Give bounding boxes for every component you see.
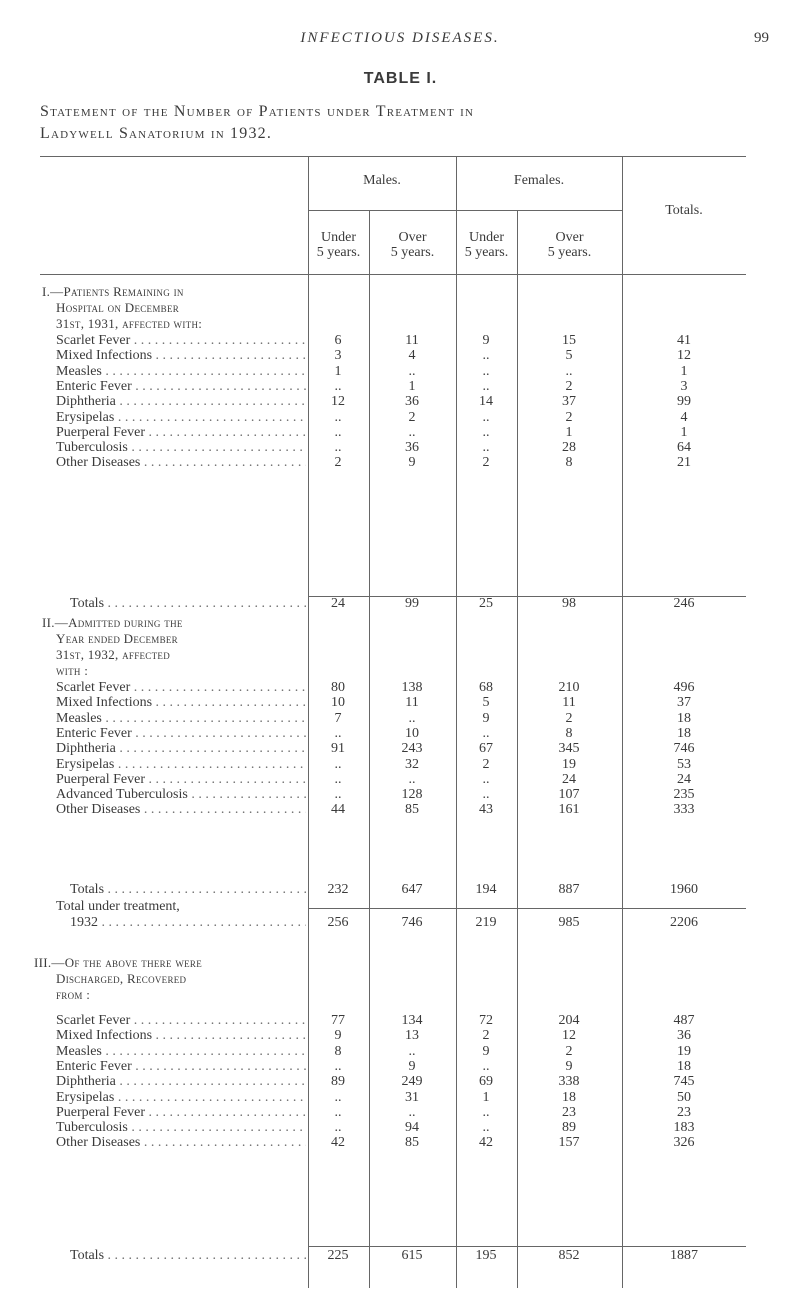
table-cell: 2 bbox=[334, 455, 342, 471]
table-cell: 9 bbox=[408, 455, 416, 471]
grand-total-cell: 985 bbox=[558, 915, 580, 930]
totals-cell: 615 bbox=[401, 1248, 423, 1263]
table-cell: .. bbox=[482, 440, 490, 456]
section-heading-line: Hospital on December bbox=[56, 300, 180, 315]
row-label: Enteric Fever . . . bbox=[42, 726, 306, 742]
row-label: Diphtheria . . . bbox=[42, 741, 306, 757]
row-label: Erysipelas . . . bbox=[42, 410, 306, 426]
table-cell: 2 bbox=[482, 455, 490, 471]
table-cell: 161 bbox=[558, 802, 580, 818]
table-cell: 89 bbox=[562, 1120, 576, 1136]
row-label: Measles . . . bbox=[42, 711, 306, 727]
table-cell: 9 bbox=[565, 1058, 573, 1074]
table-cell: 1 bbox=[408, 378, 416, 394]
sub-header-rule bbox=[308, 210, 622, 211]
table-cell: 89 bbox=[331, 1074, 345, 1090]
table-cell: 42 bbox=[479, 1135, 493, 1151]
table-cell: .. bbox=[408, 771, 416, 787]
table-cell: .. bbox=[408, 710, 416, 726]
totals-label: Totals . . . bbox=[42, 882, 306, 898]
section-heading-line: I.—Patients Remaining in bbox=[42, 284, 184, 299]
section-2-heading bbox=[42, 615, 183, 679]
table-cell: 99 bbox=[677, 394, 691, 410]
table-cell: .. bbox=[408, 424, 416, 440]
table-cell: 9 bbox=[482, 333, 490, 348]
table-cell: 1 bbox=[482, 1089, 490, 1105]
table-cell: 333 bbox=[673, 802, 695, 818]
table-cell: .. bbox=[408, 1043, 416, 1059]
grand-total-cell: 219 bbox=[475, 915, 497, 930]
section-heading-line: 31st, 1931, affected with: bbox=[56, 316, 203, 331]
table-cell: .. bbox=[482, 725, 490, 741]
table-cell: 18 bbox=[677, 1058, 691, 1074]
table-cell: 9 bbox=[334, 1028, 342, 1044]
table-cell: .. bbox=[482, 378, 490, 394]
table-cell: 210 bbox=[558, 680, 580, 695]
table-cell: 5 bbox=[482, 695, 490, 711]
table-cell: 41 bbox=[677, 333, 691, 348]
header-females: Females. bbox=[513, 173, 565, 188]
section-heading-line: Year ended December bbox=[56, 631, 178, 646]
totals-cell: 246 bbox=[673, 596, 695, 611]
table-cell: 3 bbox=[334, 348, 342, 364]
table-cell: .. bbox=[482, 787, 490, 803]
row-label: Tuberculosis . . . bbox=[42, 440, 306, 456]
row-label: Mixed Infections . . . bbox=[42, 695, 306, 711]
table-cell: 85 bbox=[405, 1135, 419, 1151]
table-cell: 12 bbox=[677, 348, 691, 364]
table-cell: 72 bbox=[479, 1013, 493, 1028]
column-divider-females bbox=[517, 210, 518, 1288]
table-cell: 91 bbox=[331, 741, 345, 757]
row-label: Mixed Infections . . . bbox=[42, 1028, 306, 1044]
table-cell: .. bbox=[334, 424, 342, 440]
table-cell: 19 bbox=[677, 1043, 691, 1059]
header-label: Over bbox=[398, 230, 427, 245]
table-cell: 1 bbox=[565, 424, 573, 440]
table-cell: 28 bbox=[562, 440, 576, 456]
table-cell: .. bbox=[334, 1058, 342, 1074]
row-label: Scarlet Fever . . . bbox=[42, 1013, 306, 1029]
table-cell: 37 bbox=[677, 695, 691, 711]
table-cell: 2 bbox=[482, 1028, 490, 1044]
table-cell: 14 bbox=[479, 394, 493, 410]
table-cell: 43 bbox=[479, 802, 493, 818]
table-cell: 2 bbox=[482, 756, 490, 772]
table-cell: 4 bbox=[680, 409, 688, 425]
table-cell: 134 bbox=[401, 1013, 423, 1028]
row-label: Other Diseases . . . bbox=[42, 455, 306, 471]
table-cell: 249 bbox=[401, 1074, 423, 1090]
table-cell: 12 bbox=[331, 394, 345, 410]
table-cell: 8 bbox=[565, 455, 573, 471]
table-cell: 12 bbox=[562, 1028, 576, 1044]
row-label: Other Diseases . . . bbox=[42, 1135, 306, 1151]
table-cell: .. bbox=[334, 409, 342, 425]
grand-total-cell: 2206 bbox=[670, 915, 698, 930]
table-cell: 183 bbox=[673, 1120, 695, 1136]
totals-rule-2 bbox=[308, 908, 746, 909]
grand-total-cell: 746 bbox=[401, 915, 423, 930]
totals-cell: 1887 bbox=[670, 1248, 698, 1263]
table-cell: 7 bbox=[334, 710, 342, 726]
table-cell: .. bbox=[334, 756, 342, 772]
row-label: Measles . . . bbox=[42, 364, 306, 380]
table-caption-line-2: Ladywell Sanatorium in 1932. bbox=[40, 125, 273, 142]
table-cell: 746 bbox=[673, 741, 695, 757]
table-cell: .. bbox=[408, 1104, 416, 1120]
table-cell: 1 bbox=[680, 363, 688, 379]
table-cell: 10 bbox=[331, 695, 345, 711]
row-label: Enteric Fever . . . bbox=[42, 1059, 306, 1075]
header-bottom-rule bbox=[40, 274, 746, 275]
table-cell: 77 bbox=[331, 1013, 345, 1028]
row-label: Erysipelas . . . bbox=[42, 757, 306, 773]
section-heading-line: II.—Admitted during the bbox=[42, 615, 183, 630]
table-cell: 338 bbox=[558, 1074, 580, 1090]
table-cell: 8 bbox=[565, 725, 573, 741]
table-cell: 69 bbox=[479, 1074, 493, 1090]
header-males-under5 bbox=[308, 230, 369, 260]
table-cell: 2 bbox=[408, 409, 416, 425]
grand-total-cell: 256 bbox=[327, 915, 349, 930]
section-heading-line: with : bbox=[56, 663, 89, 678]
table-cell: 18 bbox=[677, 710, 691, 726]
table-cell: 487 bbox=[673, 1013, 695, 1028]
table-cell: 4 bbox=[408, 348, 416, 364]
totals-cell: 225 bbox=[327, 1248, 349, 1263]
row-label: Puerperal Fever . . . bbox=[42, 425, 306, 441]
totals-cell: 647 bbox=[401, 882, 423, 897]
table-cell: .. bbox=[482, 409, 490, 425]
table-cell: 21 bbox=[677, 455, 691, 471]
section-heading-line: III.—Of the above there were bbox=[34, 955, 203, 970]
row-label: Enteric Fever . . . bbox=[42, 379, 306, 395]
section-heading-line: from : bbox=[56, 987, 91, 1002]
totals-cell: 1960 bbox=[670, 882, 698, 897]
row-label: Scarlet Fever . . . bbox=[42, 333, 306, 349]
totals-cell: 232 bbox=[327, 882, 349, 897]
table-cell: 2 bbox=[565, 1043, 573, 1059]
table-cell: 9 bbox=[482, 1043, 490, 1059]
table-cell: .. bbox=[334, 1104, 342, 1120]
table-cell: .. bbox=[334, 1120, 342, 1136]
section-3-heading bbox=[34, 955, 202, 1003]
totals-rule-3 bbox=[308, 1246, 746, 1247]
table-cell: 11 bbox=[562, 695, 576, 711]
table-cell: .. bbox=[334, 1089, 342, 1105]
grand-total-label-line-2: 1932 . . . bbox=[42, 915, 306, 931]
table-cell: 496 bbox=[673, 680, 695, 695]
table-cell: 80 bbox=[331, 680, 345, 695]
table-cell: 32 bbox=[405, 756, 419, 772]
row-label: Measles . . . bbox=[42, 1044, 306, 1060]
table-cell: 2 bbox=[565, 378, 573, 394]
row-label: Puerperal Fever . . . bbox=[42, 772, 306, 788]
table-cell: .. bbox=[482, 1120, 490, 1136]
table-cell: 6 bbox=[334, 333, 342, 348]
header-label: Under bbox=[469, 230, 504, 245]
table-cell: 3 bbox=[680, 378, 688, 394]
table-cell: .. bbox=[334, 771, 342, 787]
table-cell: .. bbox=[334, 440, 342, 456]
table-cell: 11 bbox=[405, 333, 419, 348]
table-cell: 8 bbox=[334, 1043, 342, 1059]
table-cell: 1 bbox=[680, 424, 688, 440]
section-heading-line: Discharged, Recovered bbox=[56, 971, 187, 986]
table-cell: 204 bbox=[558, 1013, 580, 1028]
totals-cell: 24 bbox=[331, 596, 345, 611]
table-cell: 64 bbox=[677, 440, 691, 456]
table-cell: 9 bbox=[408, 1058, 416, 1074]
table-cell: 235 bbox=[673, 787, 695, 803]
totals-cell: 99 bbox=[405, 596, 419, 611]
table-cell: 36 bbox=[405, 440, 419, 456]
table-cell: .. bbox=[482, 1058, 490, 1074]
table-cell: 24 bbox=[562, 771, 576, 787]
header-males: Males. bbox=[363, 173, 401, 188]
table-cell: 31 bbox=[405, 1089, 419, 1105]
table-cell: 85 bbox=[405, 802, 419, 818]
section-heading-line: 31st, 1932, affected bbox=[56, 647, 171, 662]
table-cell: .. bbox=[482, 1104, 490, 1120]
table-cell: 19 bbox=[562, 756, 576, 772]
table-cell: 9 bbox=[482, 710, 490, 726]
table-cell: 157 bbox=[558, 1135, 580, 1151]
totals-cell: 98 bbox=[562, 596, 576, 611]
table-cell: .. bbox=[334, 725, 342, 741]
totals-label: Totals . . . bbox=[42, 596, 306, 612]
row-label: Puerperal Fever . . . bbox=[42, 1105, 306, 1121]
row-label: Diphtheria . . . bbox=[42, 1074, 306, 1090]
table-cell: 11 bbox=[405, 695, 419, 711]
table-cell: 68 bbox=[479, 680, 493, 695]
header-label: 5 years. bbox=[316, 245, 361, 260]
table-cell: .. bbox=[482, 348, 490, 364]
row-label: Erysipelas . . . bbox=[42, 1090, 306, 1106]
page-number: 99 bbox=[754, 30, 769, 46]
table-cell: 94 bbox=[405, 1120, 419, 1136]
table-cell: 67 bbox=[479, 741, 493, 757]
table-cell: 13 bbox=[405, 1028, 419, 1044]
table-cell: 53 bbox=[677, 756, 691, 772]
table-cell: 36 bbox=[677, 1028, 691, 1044]
row-label: Advanced Tuberculosis . . . bbox=[42, 787, 306, 803]
table-cell: 44 bbox=[331, 802, 345, 818]
table-cell: 23 bbox=[677, 1104, 691, 1120]
section-1-heading bbox=[42, 284, 202, 332]
table-cell: 24 bbox=[677, 771, 691, 787]
totals-cell: 887 bbox=[558, 882, 580, 897]
table-caption-line-1: Statement of the Number of Patients under Treatment in bbox=[40, 103, 475, 120]
row-label: Scarlet Fever . . . bbox=[42, 680, 306, 696]
table-cell: 107 bbox=[558, 787, 580, 803]
header-label: 5 years. bbox=[547, 245, 592, 260]
table-cell: 5 bbox=[565, 348, 573, 364]
table-cell: .. bbox=[408, 363, 416, 379]
table-cell: 18 bbox=[562, 1089, 576, 1105]
table-cell: 243 bbox=[401, 741, 423, 757]
table-title: TABLE I. bbox=[363, 70, 438, 87]
table-cell: 10 bbox=[405, 725, 419, 741]
header-label: Over bbox=[555, 230, 584, 245]
totals-label: Totals . . . bbox=[42, 1248, 306, 1264]
totals-cell: 195 bbox=[475, 1248, 497, 1263]
header-label: Under bbox=[321, 230, 356, 245]
table-cell: .. bbox=[334, 787, 342, 803]
table-cell: 15 bbox=[562, 333, 576, 348]
grand-total-label-line-1: Total under treatment, bbox=[56, 899, 180, 914]
header-totals: Totals. bbox=[665, 203, 703, 218]
row-label: Diphtheria . . . bbox=[42, 394, 306, 410]
table-cell: 2 bbox=[565, 710, 573, 726]
header-females-over5 bbox=[517, 230, 622, 260]
table-cell: .. bbox=[482, 771, 490, 787]
totals-cell: 25 bbox=[479, 596, 493, 611]
column-divider-males bbox=[369, 210, 370, 1288]
column-divider-totals bbox=[622, 156, 623, 1288]
table-cell: 37 bbox=[562, 394, 576, 410]
table-cell: .. bbox=[482, 363, 490, 379]
table-cell: 345 bbox=[558, 741, 580, 757]
table-cell: .. bbox=[565, 363, 573, 379]
top-rule bbox=[40, 156, 746, 157]
table-cell: 18 bbox=[677, 725, 691, 741]
running-header-title: INFECTIOUS DISEASES. bbox=[300, 30, 500, 46]
header-label: 5 years. bbox=[390, 245, 435, 260]
table-cell: 128 bbox=[401, 787, 423, 803]
row-label: Tuberculosis . . . bbox=[42, 1120, 306, 1136]
table-cell: 326 bbox=[673, 1135, 695, 1151]
table-cell: 36 bbox=[405, 394, 419, 410]
table-cell: .. bbox=[334, 378, 342, 394]
totals-cell: 194 bbox=[475, 882, 497, 897]
table-cell: 23 bbox=[562, 1104, 576, 1120]
table-cell: 42 bbox=[331, 1135, 345, 1151]
header-label: 5 years. bbox=[464, 245, 509, 260]
totals-cell: 852 bbox=[558, 1248, 580, 1263]
table-cell: 1 bbox=[334, 363, 342, 379]
header-females-under5 bbox=[456, 230, 517, 260]
row-label: Other Diseases . . . bbox=[42, 802, 306, 818]
header-males-over5 bbox=[369, 230, 456, 260]
table-cell: 138 bbox=[401, 680, 423, 695]
table-cell: 2 bbox=[565, 409, 573, 425]
table-cell: .. bbox=[482, 424, 490, 440]
table-cell: 745 bbox=[673, 1074, 695, 1090]
row-label: Mixed Infections . . . bbox=[42, 348, 306, 364]
table-cell: 50 bbox=[677, 1089, 691, 1105]
